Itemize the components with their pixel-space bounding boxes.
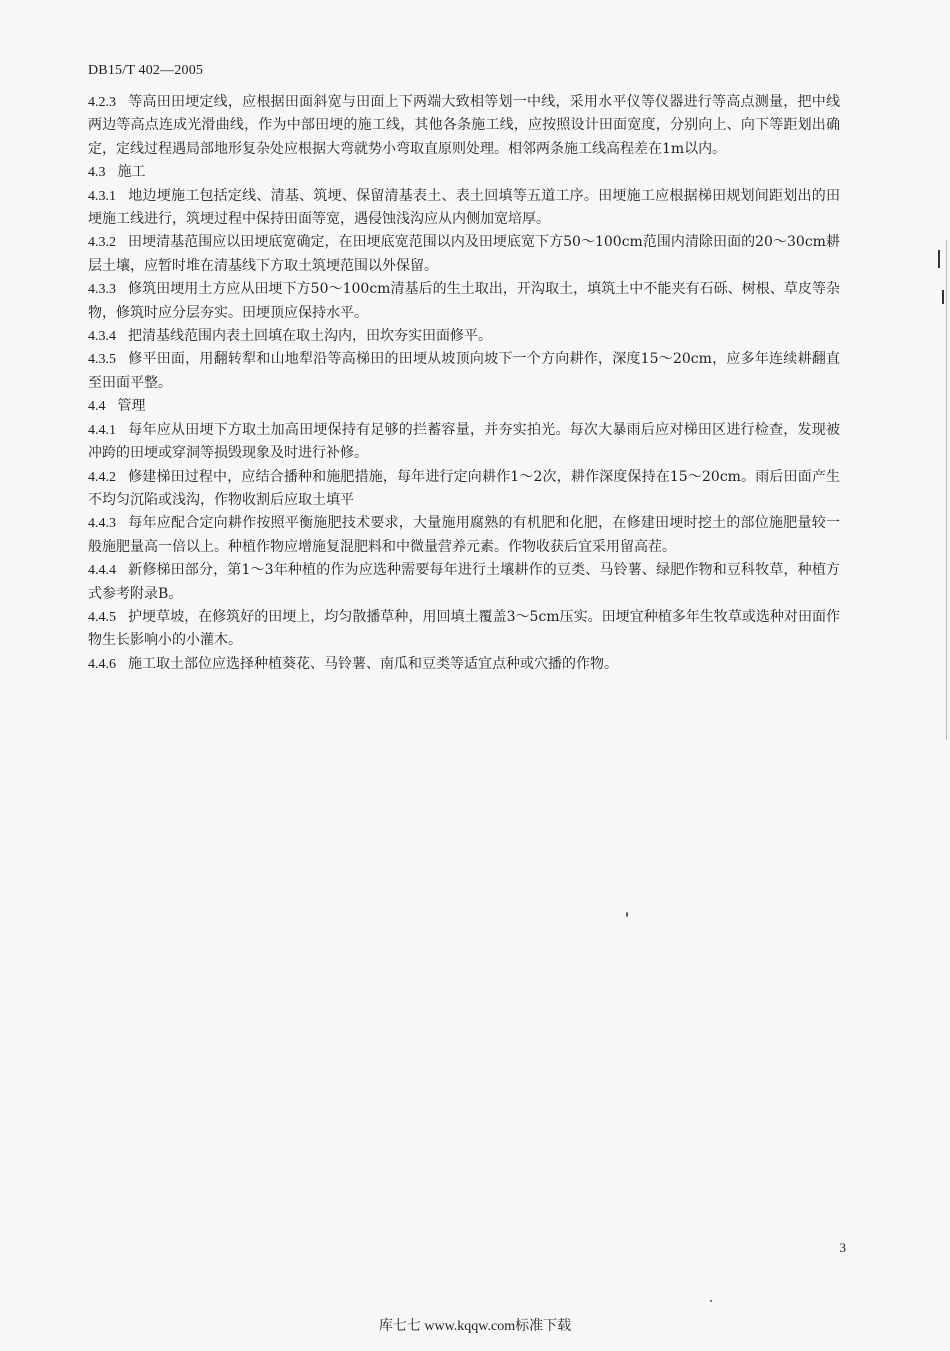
scan-edge-mark bbox=[946, 240, 947, 740]
clause-4-4-1 bbox=[88, 419, 840, 466]
clause-text: 新修梯田部分，第1～3年种植的作为应选种需要每年进行土壤耕作的豆类、马铃薯、绿肥作物和豆科牧草，种植方式参考附录B。 bbox=[88, 562, 840, 602]
clause-number: 4.3.5 bbox=[88, 352, 116, 368]
clause-text: 施工取土部位应选择种植葵花、马铃薯、南瓜和豆类等适宜点种或穴播的作物。 bbox=[128, 655, 618, 672]
scan-speck bbox=[626, 912, 628, 917]
section-heading-4-3 bbox=[88, 161, 840, 184]
clause-number: 4.4.3 bbox=[88, 516, 116, 532]
clause-4-4-3 bbox=[88, 512, 840, 559]
document-code: DB15/T 402—2005 bbox=[88, 63, 204, 78]
clause-text: 等高田田埂定线，应根据田面斜宽与田面上下两端大致相等划一中线，采用水平仪等仪器进行等高点测量，把中线两边等高点连成光滑曲线，作为中部田埂的施工线，其他各条施工线，应按照设计田面宽度，分别向上、向下等距划出确定，定线过程遇局部地形复杂处应根据大弯就势小弯取直原则处理。相邻两条施工线高程差在1m以内。 bbox=[88, 94, 840, 157]
clause-text: 修平田面，用翻转犁和山地犁沿等高梯田的田埂从坡顶向坡下一个方向耕作，深度15～20cm，应多年连续耕翻直至田面平整。 bbox=[88, 351, 840, 391]
clause-number: 4.3.2 bbox=[88, 235, 116, 251]
section-title: 施工 bbox=[117, 164, 146, 181]
clause-number: 4.4.2 bbox=[88, 469, 116, 485]
clause-number: 4.4.4 bbox=[88, 563, 116, 579]
clause-number: 4.3.4 bbox=[88, 329, 116, 345]
clause-text: 护埂草坡，在修筑好的田埂上，均匀散播草种，用回填土覆盖3～5cm压实。田埂宜种植多年生牧草或选种对田面作物生长影响小的小灌木。 bbox=[88, 608, 840, 649]
clause-text: 修建梯田过程中，应结合播种和施肥措施，每年进行定向耕作1～2次，耕作深度保持在15～20cm。雨后田面产生不均匀沉陷或浅沟，作物收割后应取土填平 bbox=[88, 468, 840, 508]
clause-number: 4.2.3 bbox=[88, 95, 116, 110]
clause-number: 4.4.6 bbox=[88, 656, 116, 672]
clause-text: 修筑田埂用土方应从田埂下方50～100cm清基后的生土取出，开沟取土，填筑土中不能夹有石砾、树根、草皮等杂物，修筑时应分层夯实。田埂顶应保持水平。 bbox=[88, 281, 840, 321]
clause-4-3-2 bbox=[88, 231, 840, 278]
clause-4-4-2 bbox=[88, 466, 840, 513]
section-number: 4.4 bbox=[88, 399, 106, 415]
clause-text: 地边埂施工包括定线、清基、筑埂、保留清基表土、表土回填等五道工序。田埂施工应根据梯田规划间距划出的田埂施工线进行，筑埂过程中保持田面等宽，遇侵蚀浅沟应从内侧加宽培厚。 bbox=[88, 187, 840, 228]
clause-number: 4.4.5 bbox=[88, 609, 116, 625]
clause-4-3-4 bbox=[88, 325, 840, 348]
scan-edge-mark bbox=[942, 290, 944, 304]
clause-4-4-5 bbox=[88, 606, 840, 653]
clause-4-3-5 bbox=[88, 348, 840, 395]
body-content bbox=[88, 91, 840, 676]
section-number: 4.3 bbox=[88, 165, 106, 181]
clause-4-4-4 bbox=[88, 559, 840, 606]
page-number: 3 bbox=[839, 1240, 846, 1255]
section-title: 管理 bbox=[117, 398, 146, 415]
clause-text: 每年应配合定向耕作按照平衡施肥技术要求，大量施用腐熟的有机肥和化肥，在修建田埂时挖土的部位施肥量较一般施肥量高一倍以上。种植作物应增施复混肥料和中微量营养元素。作物收获后宜采用留高茬。 bbox=[88, 515, 840, 555]
clause-number: 4.3.3 bbox=[88, 282, 116, 298]
clause-4-3-1 bbox=[88, 185, 840, 232]
clause-4-2-3 bbox=[88, 91, 840, 161]
clause-text: 田埂清基范围应以田埂底宽确定，在田埂底宽范围以内及田埂底宽下方50～100cm范围内清除田面的20～30cm耕层土壤，应暂时堆在清基线下方取土筑埂范围以外保留。 bbox=[88, 234, 840, 274]
scan-edge-mark bbox=[938, 250, 940, 268]
clause-4-4-6 bbox=[88, 653, 840, 676]
scan-speck bbox=[710, 1300, 712, 1302]
clause-text: 每年应从田埂下方取土加高田埂保持有足够的拦蓄容量，并夯实拍光。每次大暴雨后应对梯田区进行检查，发现被冲跨的田埂或穿洞等损毁现象及时进行补修。 bbox=[88, 421, 840, 462]
clause-number: 4.3.1 bbox=[88, 188, 116, 204]
section-heading-4-4 bbox=[88, 395, 840, 418]
footer-watermark: 库七七 www.kqqw.com标准下载 bbox=[378, 1319, 572, 1334]
clause-4-3-3 bbox=[88, 278, 840, 325]
clause-number: 4.4.1 bbox=[88, 422, 116, 438]
clause-text: 把清基线范围内表土回填在取土沟内，田坎夯实田面修平。 bbox=[128, 328, 492, 345]
